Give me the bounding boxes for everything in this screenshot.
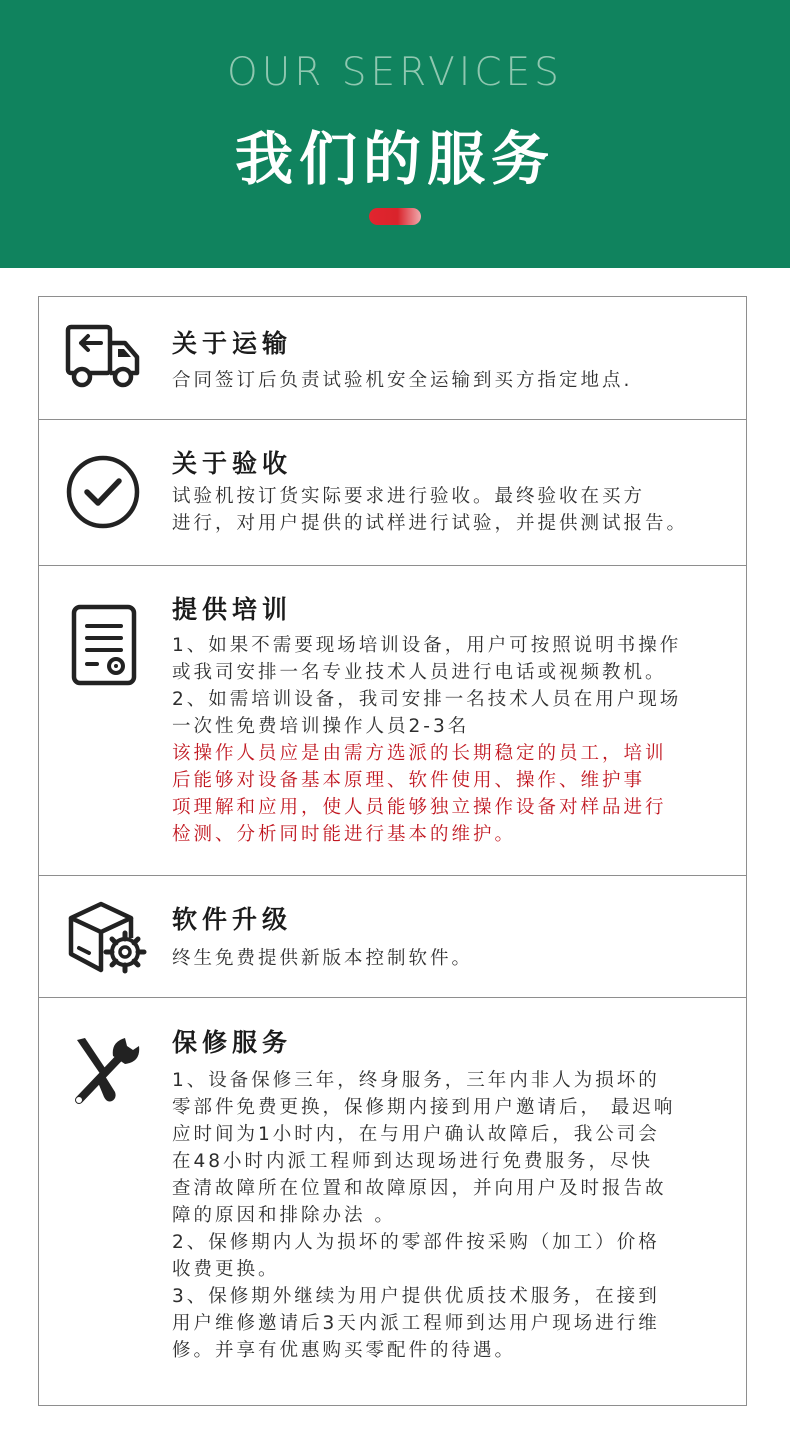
note-line: 后能够对设备基本原理、软件使用、操作、维护事 <box>172 770 646 791</box>
text-line: 查清故障所在位置和故障原因，并向用户及时报告故 <box>172 1178 667 1199</box>
software-box-gear-icon <box>65 898 147 982</box>
section-text <box>172 367 744 394</box>
check-circle-icon <box>65 454 141 534</box>
section-text <box>172 1067 744 1364</box>
text-line: 在48小时内派工程师到达现场进行免费服务，尽快 <box>172 1151 654 1172</box>
text-line: 障的原因和排除办法 。 <box>172 1205 396 1226</box>
text-line: 一次性免费培训操作人员2-3名 <box>172 716 470 737</box>
note-line: 该操作人员应是由需方选派的长期稳定的员工，培训 <box>172 743 667 764</box>
document-icon <box>71 604 141 690</box>
text-line: 收费更换。 <box>172 1259 280 1280</box>
text-line: 1、如果不需要现场培训设备，用户可按照说明书操作 <box>172 635 682 656</box>
service-software <box>39 876 746 998</box>
text-line: 3、保修期外继续为用户提供优质技术服务，在接到 <box>172 1286 660 1307</box>
text-line: 2、保修期内人为损坏的零部件按采购（加工）价格 <box>172 1232 660 1253</box>
text-line: 零部件免费更换，保修期内接到用户邀请后， 最迟响 <box>172 1097 676 1118</box>
service-training <box>39 566 746 876</box>
section-text <box>172 632 744 848</box>
truck-icon <box>65 321 143 395</box>
text-line: 终生免费提供新版本控制软件。 <box>172 948 474 969</box>
section-text <box>172 483 744 537</box>
services-panel <box>38 296 747 1406</box>
text-line: 合同签订后负责试验机安全运输到买方指定地点. <box>172 370 633 391</box>
text-line: 用户维修邀请后3天内派工程师到达用户现场进行维 <box>172 1313 660 1334</box>
text-line: 或我司安排一名专业技术人员进行电话或视频教机。 <box>172 662 667 683</box>
service-transport <box>39 297 746 420</box>
section-title: 保修服务 <box>172 1028 293 1057</box>
service-acceptance <box>39 420 746 566</box>
text-line: 2、如需培训设备，我司安排一名技术人员在用户现场 <box>172 689 682 710</box>
section-text <box>172 945 744 972</box>
section-title: 关于验收 <box>172 449 293 478</box>
note-line: 项理解和应用，使人员能够独立操作设备对样品进行 <box>172 797 667 818</box>
note-line: 检测、分析同时能进行基本的维护。 <box>172 824 517 845</box>
text-line: 应时间为1小时内，在与用户确认故障后，我公司会 <box>172 1124 660 1145</box>
text-line: 修。并享有优惠购买零配件的待遇。 <box>172 1340 517 1361</box>
section-title: 提供培训 <box>172 595 293 624</box>
section-title: 软件升级 <box>172 905 293 934</box>
section-title: 关于运输 <box>172 329 293 358</box>
service-warranty <box>39 998 746 1405</box>
accent-pill <box>369 208 421 225</box>
text-line: 进行，对用户提供的试样进行试验，并提供测试报告。 <box>172 513 689 534</box>
header-banner <box>0 0 790 268</box>
wrench-screwdriver-icon <box>69 1034 143 1112</box>
text-line: 试验机按订货实际要求进行验收。最终验收在买方 <box>172 486 646 507</box>
title-en: OUR SERVICES <box>227 50 563 95</box>
page-title: 我们的服务 <box>234 125 555 193</box>
text-line: 1、设备保修三年，终身服务，三年内非人为损坏的 <box>172 1070 660 1091</box>
